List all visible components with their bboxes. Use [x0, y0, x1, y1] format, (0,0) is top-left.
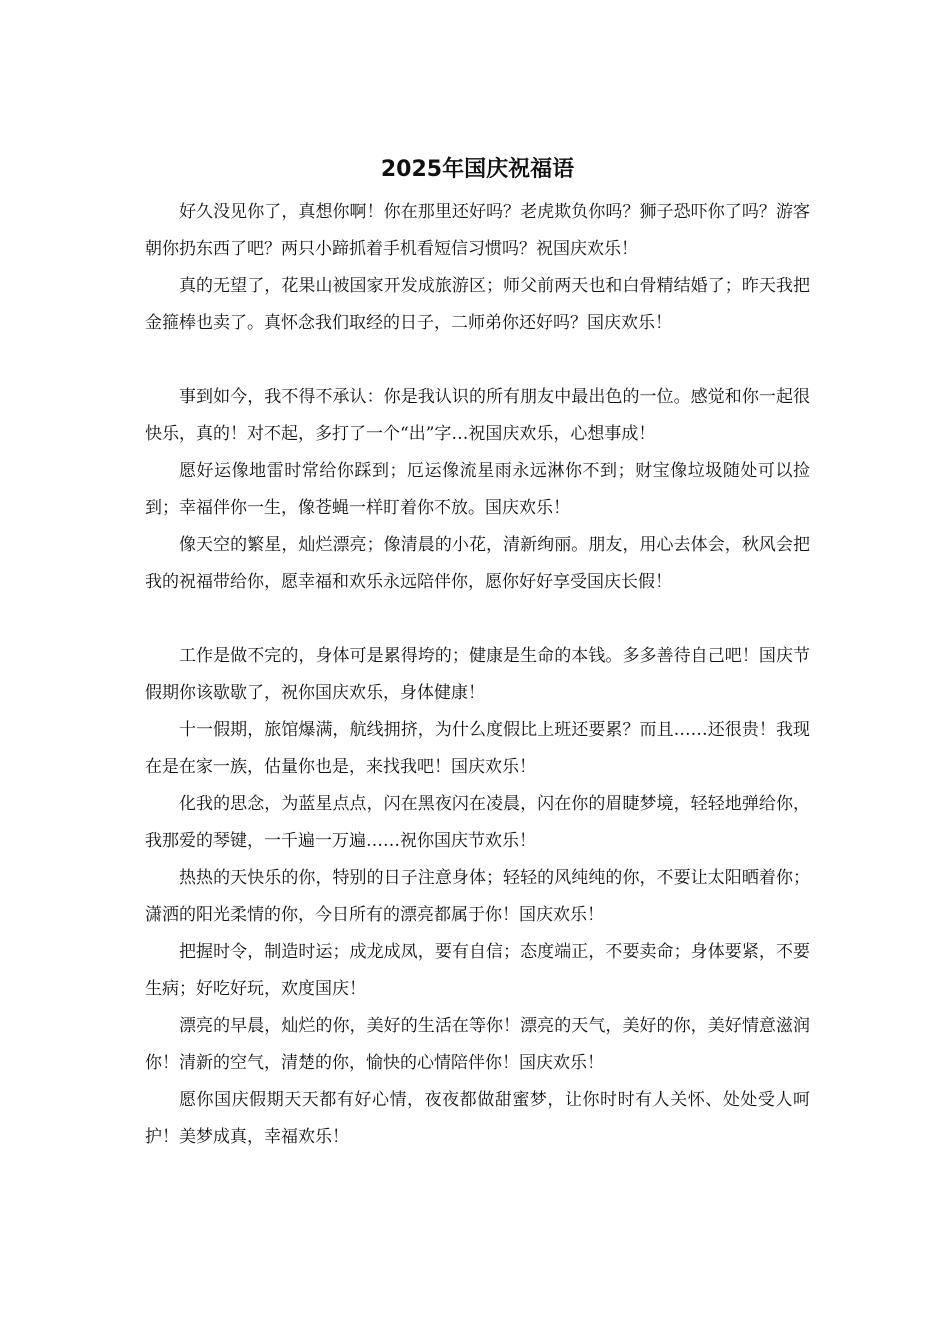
paragraph: 愿好运像地雷时常给你踩到；厄运像流星雨永远淋你不到；财宝像垃圾随处可以捡到；幸福伴你一生，像苍蝇一样盯着你不放。国庆欢乐！ [145, 461, 810, 518]
paragraph: 工作是做不完的，身体可是累得垮的；健康是生命的本钱。多多善待自己吧！国庆节假期你该歇歇了，祝你国庆欢乐，身体健康！ [145, 646, 810, 703]
paragraph: 十一假期，旅馆爆满，航线拥挤，为什么度假比上班还要累？而且……还很贵！我现在是在家一族，估量你也是，来找我吧！国庆欢乐！ [145, 720, 810, 777]
paragraph: 愿你国庆假期天天都有好心情，夜夜都做甜蜜梦，让你时时有人关怀、处处受人呵护！美梦成真，幸福欢乐！ [145, 1090, 810, 1147]
paragraph: 好久没见你了，真想你啊！你在那里还好吗？老虎欺负你吗？狮子恐吓你了吗？游客朝你扔东西了吧？两只小蹄抓着手机看短信习惯吗？祝国庆欢乐！ [145, 202, 810, 259]
document-body [145, 152, 810, 1156]
paragraph: 像天空的繁星，灿烂漂亮；像清晨的小花，清新绚丽。朋友，用心去体会，秋风会把我的祝福带给你，愿幸福和欢乐永远陪伴你，愿你好好享受国庆长假！ [145, 535, 810, 592]
paragraph: 化我的思念，为蓝星点点，闪在黑夜闪在凌晨，闪在你的眉睫梦境，轻轻地弹给你，我那爱的琴键，一千遍一万遍……祝你国庆节欢乐！ [145, 794, 810, 851]
paragraph: 事到如今，我不得不承认：你是我认识的所有朋友中最出色的一位。感觉和你一起很快乐，真的！对不起，多打了一个“出”字…祝国庆欢乐，心想事成！ [145, 387, 810, 444]
paragraph: 把握时令，制造时运；成龙成凤，要有自信；态度端正，不要卖命；身体要紧，不要生病；好吃好玩，欢度国庆！ [145, 942, 810, 999]
paragraph: 真的无望了，花果山被国家开发成旅游区；师父前两天也和白骨精结婚了；昨天我把金箍棒也卖了。真怀念我们取经的日子，二师弟你还好吗？国庆欢乐！ [145, 276, 810, 333]
paragraph: 热热的天快乐的你，特别的日子注意身体；轻轻的风纯纯的你，不要让太阳晒着你；潇洒的阳光柔情的你，今日所有的漂亮都属于你！国庆欢乐！ [145, 868, 810, 925]
document-title: 2025年国庆祝福语 [380, 157, 575, 182]
paragraph: 漂亮的早晨，灿烂的你，美好的生活在等你！漂亮的天气，美好的你，美好情意滋润你！清新的空气，清楚的你，愉快的心情陪伴你！国庆欢乐！ [145, 1016, 810, 1073]
